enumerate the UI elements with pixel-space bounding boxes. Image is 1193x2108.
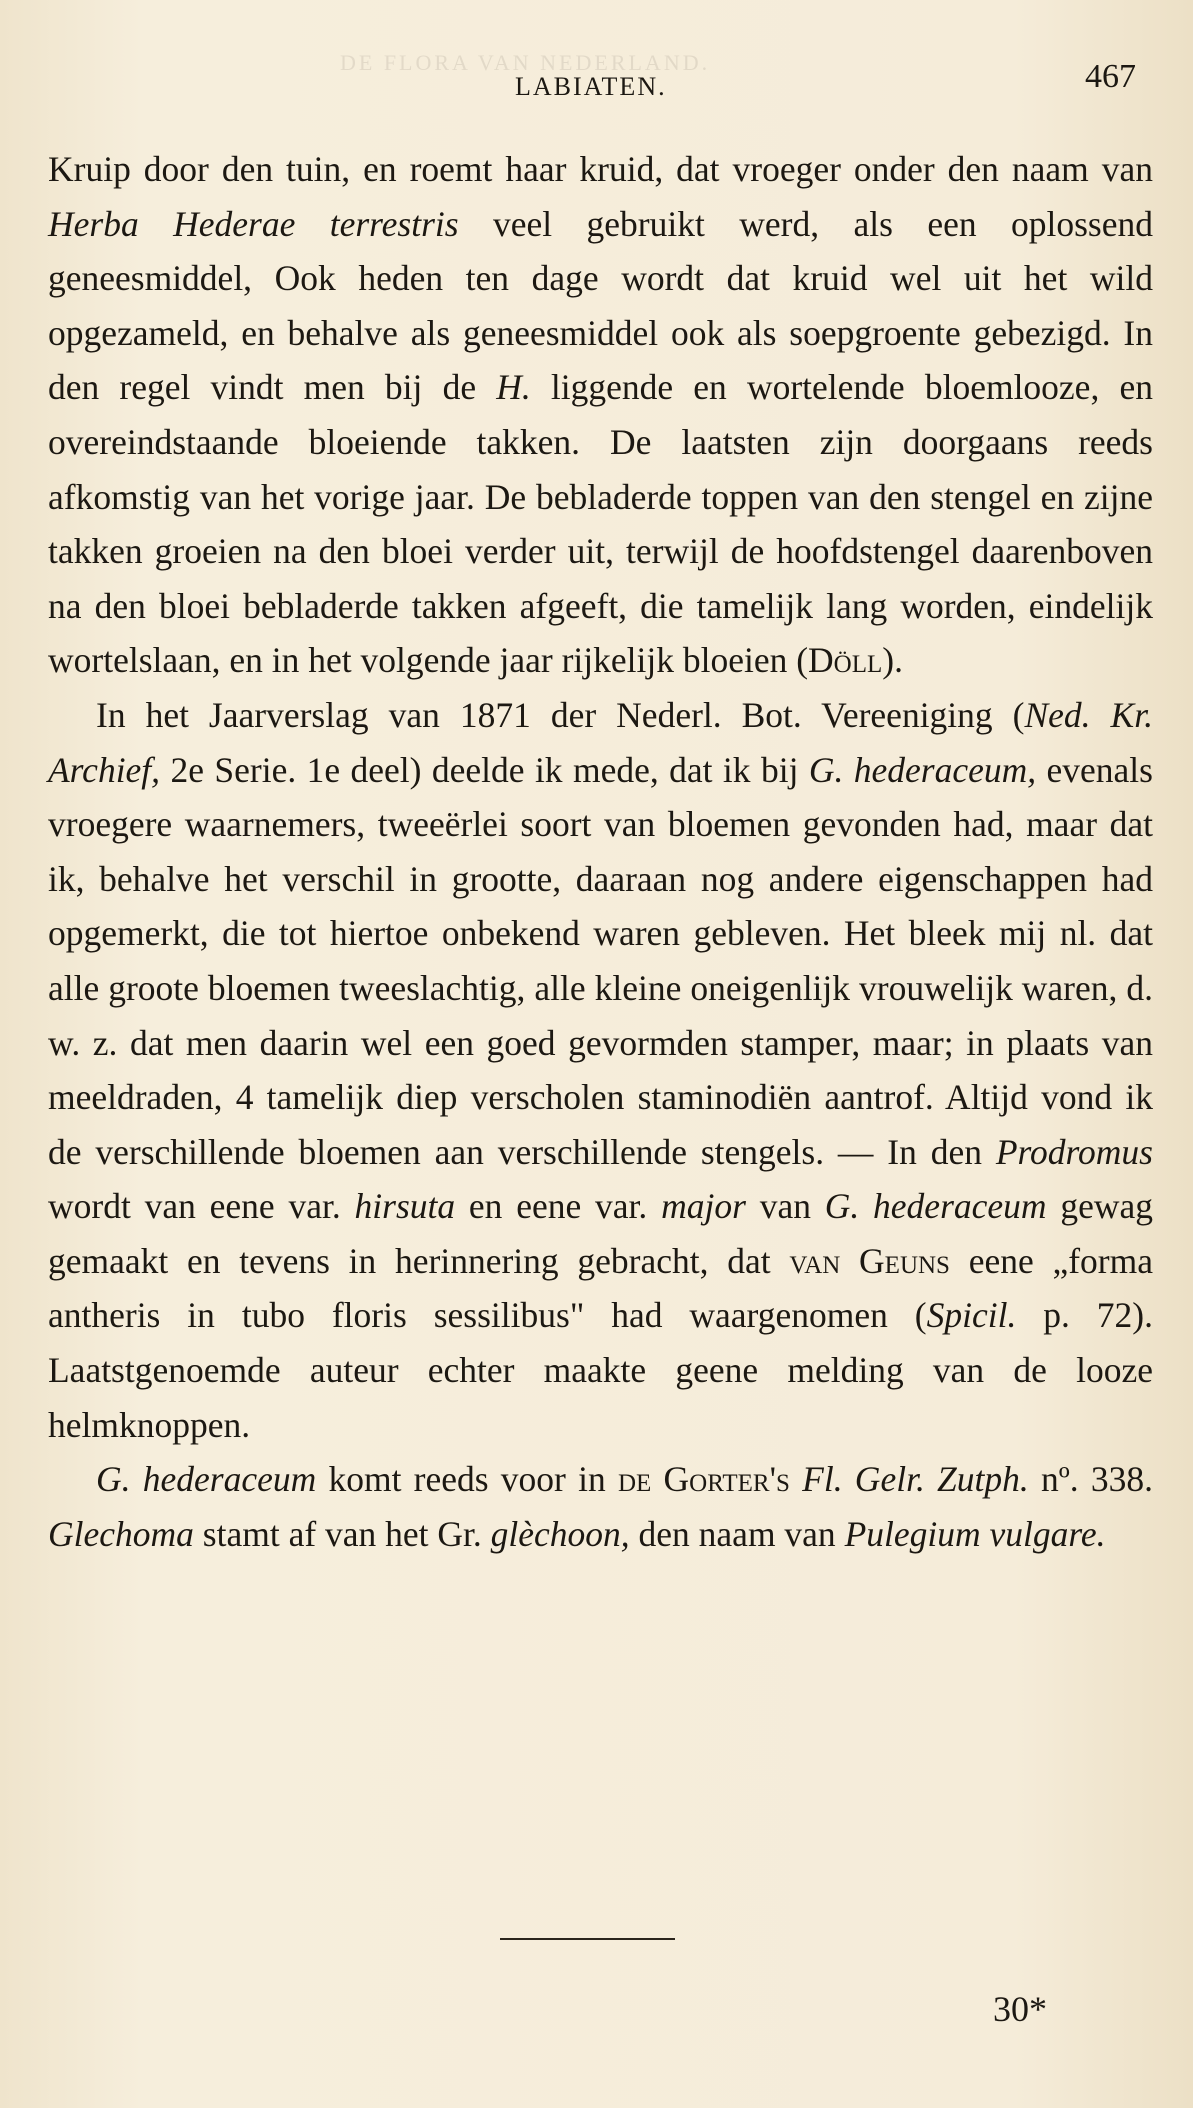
italic-run: G. hederaceum	[824, 1186, 1047, 1227]
italic-run: major	[661, 1186, 746, 1227]
small-caps-run: de Gorter's	[617, 1459, 790, 1500]
italic-run: Prodromus	[995, 1131, 1153, 1172]
italic-run: glèchoon,	[490, 1513, 630, 1554]
italic-run: hirsuta	[354, 1186, 456, 1227]
italic-run: G. hederaceum	[96, 1459, 317, 1500]
text-run: eene „forma antheris in tubo floris sessilibus" had waargenomen (	[48, 1240, 1153, 1336]
page-number: 467	[1085, 58, 1136, 95]
text-run: Kruip door den tuin, en roemt haar kruid, dat vroeger onder den naam van	[48, 149, 1153, 189]
text-run: nº. 338.	[1028, 1459, 1154, 1500]
text-run: van	[745, 1186, 825, 1227]
text-run: wordt van eene var.	[48, 1186, 355, 1227]
text-run: In het Jaarverslag van 1871 der Nederl. Bot. Vereeniging (	[96, 694, 1025, 735]
paragraph-1	[48, 142, 1153, 688]
text-run: evenals vroegere waarnemers, tweeërlei soort van bloemen gevonden had, maar dat ik, behalve het verschil in grootte, daaraan nog andere eigenschappen had opgemerkt, die tot hiertoe onbekend waren gebleven. Het bleek mij nl. dat alle groote bloemen tweeslachtig, alle kleine oneigenlijk vrouwelijk waren, d. w. z. dat men daarin wel een goed gevormden stamper, maar; in plaats van meeldraden, 4 tamelijk diep verscholen staminodiën aantrof. Altijd vond ik de verschillende bloemen aan verschillende stengels. — In den	[48, 749, 1153, 1172]
text-run: p. 72). Laatstgenoemde auteur echter maakte geene melding van de looze helmknoppen.	[48, 1295, 1154, 1445]
text-run: gewag gemaakt en tevens in herinnering gebracht, dat	[48, 1186, 1153, 1281]
italic-run: Pulegium vulgare.	[844, 1513, 1106, 1554]
italic-run: G. hederaceum,	[808, 749, 1037, 790]
text-run: stamt af van het Gr.	[193, 1513, 491, 1554]
text-run	[790, 1459, 802, 1499]
italic-run: Spicil.	[926, 1295, 1017, 1336]
paragraph-3	[48, 1452, 1153, 1561]
text-run: ).	[882, 640, 903, 681]
italic-run: Ned. Kr. Archief,	[48, 694, 1153, 790]
small-caps-run: van Geuns	[789, 1240, 950, 1281]
text-run: veel gebruikt werd, als een oplossend geneesmiddel, Ook heden ten dage wordt dat kruid wel uit het wild opgezameld, en behalve als geneesmiddel ook als soepgroente gebezigd. In den regel vindt men bij de	[48, 203, 1153, 408]
text-run: komt reeds voor in	[316, 1459, 618, 1500]
signature-mark: 30*	[993, 1989, 1047, 2029]
text-run: liggende en wortelende bloemlooze, en overeindstaande bloeiende takken. De laatsten zijn doorgaans reeds afkomstig van het vorige jaar. De bebladerde toppen van den stengel en zijne takken groeien na den bloei verder uit, terwijl de hoofdstengel daarenboven na den bloei bebladerde takken afgeeft, die tamelijk lang worden, eindelijk wortelslaan, en in het volgende jaar rijkelijk bloeien (	[48, 367, 1153, 681]
body-text	[48, 142, 1153, 1561]
running-head: LABIATEN.	[515, 72, 667, 101]
text-run: 2e Serie. 1e deel) deelde ik mede, dat ik bij	[160, 749, 809, 790]
italic-run: H.	[496, 367, 531, 408]
text-run: den naam van	[629, 1513, 845, 1554]
section-divider	[500, 1938, 675, 1940]
small-caps-run: Döll	[808, 640, 883, 681]
italic-run: Fl. Gelr. Zutph.	[802, 1459, 1029, 1500]
paragraph-2	[48, 688, 1153, 1452]
italic-run: Herba Hederae terrestris	[48, 203, 459, 244]
text-run: en eene var.	[455, 1186, 662, 1227]
bleed-through-text: DE FLORA VAN NEDERLAND.	[340, 50, 711, 75]
italic-run: Glechoma	[48, 1513, 194, 1554]
